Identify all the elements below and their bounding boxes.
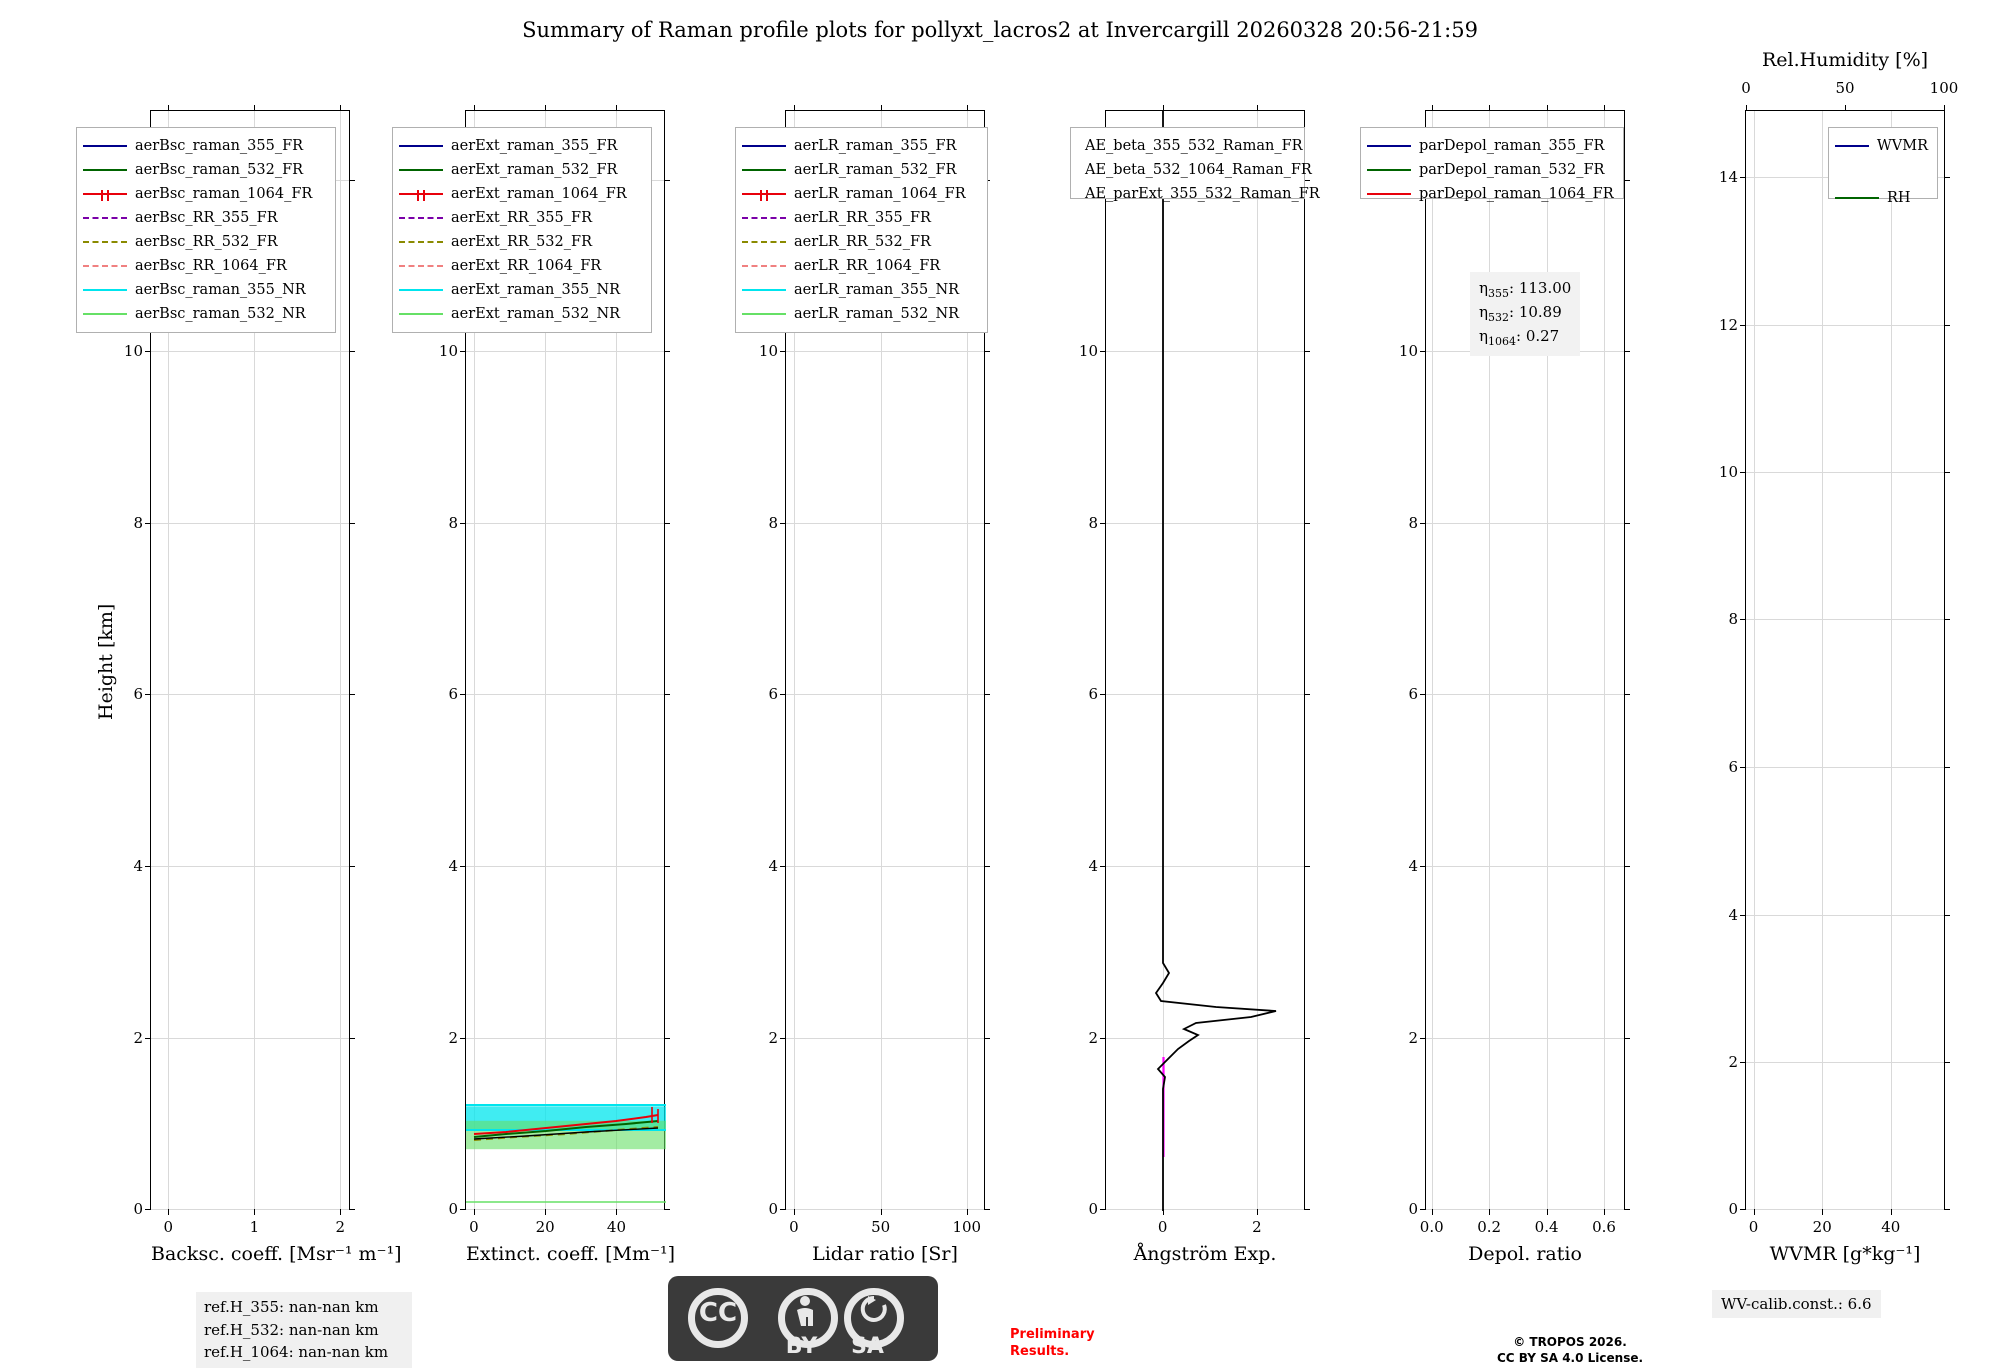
- copyright-line-1: © TROPOS 2026.: [1513, 1335, 1627, 1349]
- eta-1064-subscript: 1064: [1488, 334, 1516, 348]
- legend-swatch: [742, 241, 786, 243]
- legend-angstrom: [1070, 127, 1320, 202]
- person-icon-glyph: [794, 1294, 824, 1328]
- legend-swatch: [742, 265, 786, 267]
- xtick-label: 0: [163, 1218, 173, 1236]
- eta-355-value: : 113.00: [1509, 279, 1572, 297]
- legend-item: [742, 278, 978, 302]
- legend-item: [1367, 134, 1614, 158]
- ytick-label: 6: [133, 685, 143, 704]
- x-axis-label-extinction: Extinct. coeff. [Mm⁻¹]: [466, 1243, 676, 1265]
- ytick-label: 0: [768, 1200, 778, 1218]
- legend-item: [1367, 158, 1614, 182]
- xtick-label: 50: [871, 1218, 891, 1236]
- ytick-label: 4: [133, 857, 143, 876]
- legend-label: AE_parExt_355_532_Raman_FR: [1085, 186, 1320, 202]
- xtick-label: 20: [535, 1218, 555, 1236]
- ytick-label: 0: [1408, 1200, 1418, 1218]
- legend-item: [83, 278, 326, 302]
- legend-item: [399, 254, 642, 278]
- ytick-label: 6: [1728, 757, 1738, 776]
- plot-wvmr: [1718, 49, 1959, 1265]
- ytick-label: 10: [758, 342, 778, 361]
- xtick-label: 0: [469, 1218, 479, 1236]
- reference-height-box: [196, 1292, 412, 1368]
- legend-swatch: [83, 193, 127, 195]
- legend-swatch: [83, 289, 127, 291]
- legend-label: aerExt_raman_355_NR: [451, 282, 621, 298]
- preliminary-line-1: Preliminary: [1010, 1327, 1095, 1342]
- legend-swatch: [742, 313, 786, 315]
- legend-item: [742, 206, 978, 230]
- x-axis-label-wvmr: WVMR [g*kg⁻¹]: [1769, 1243, 1921, 1265]
- share-alike-icon-glyph: [858, 1294, 890, 1326]
- legend-label: aerExt_RR_532_FR: [451, 234, 592, 250]
- legend-label: aerLR_raman_355_FR: [794, 138, 957, 154]
- cc-license-badge: [668, 1276, 938, 1361]
- legend-label: aerLR_raman_532_NR: [794, 306, 960, 322]
- legend-wvmr: [1828, 127, 1938, 206]
- legend-label: aerExt_raman_532_FR: [451, 162, 618, 178]
- preliminary-line-2: Results.: [1010, 1343, 1070, 1359]
- legend-label: aerBsc_RR_1064_FR: [135, 258, 287, 274]
- legend-label: aerBsc_raman_355_FR: [135, 138, 304, 154]
- legend-item: [83, 254, 326, 278]
- xtick-label: 2: [1252, 1218, 1262, 1236]
- legend-swatch: [399, 241, 443, 243]
- legend-item: [83, 302, 326, 326]
- legend-lidar-ratio: [735, 127, 988, 333]
- xtick-label: 40: [1881, 1218, 1901, 1236]
- legend-swatch: [399, 169, 443, 171]
- legend-swatch: [1367, 145, 1411, 147]
- legend-depolarization: [1360, 127, 1624, 202]
- legend-label: parDepol_raman_355_FR: [1419, 138, 1605, 154]
- top-xtick-label: 50: [1835, 79, 1855, 97]
- top-axis-label: Rel.Humidity [%]: [1761, 49, 1929, 71]
- legend-swatch: [399, 145, 443, 147]
- ytick-label: 8: [448, 513, 458, 532]
- ytick-label: 4: [1408, 857, 1418, 876]
- ref-height-1064: ref.H_1064: nan-nan km: [204, 1343, 389, 1361]
- legend-swatch: [83, 169, 127, 171]
- ytick-label: 4: [1088, 857, 1098, 876]
- legend-item: [742, 182, 978, 206]
- ytick-label: 10: [1718, 463, 1738, 482]
- legend-item: [399, 278, 642, 302]
- legend-item: [83, 158, 326, 182]
- legend-item: [1835, 186, 1928, 210]
- legend-item: [1367, 182, 1614, 206]
- xtick-label: 40: [606, 1218, 627, 1236]
- x-axis-label-depolarization: Depol. ratio: [1468, 1243, 1582, 1265]
- ytick-label: 6: [1088, 685, 1098, 704]
- legend-item: [1077, 134, 1303, 158]
- legend-item: [399, 206, 642, 230]
- legend-swatch: [399, 193, 443, 195]
- xtick-label: 2: [335, 1218, 346, 1236]
- legend-item: [1835, 134, 1928, 158]
- x-axis-label-backscatter: Backsc. coeff. [Msr⁻¹ m⁻¹]: [151, 1243, 402, 1265]
- legend-item: [399, 134, 642, 158]
- legend-label: aerLR_raman_1064_FR: [794, 186, 966, 202]
- eta-532-symbol: η: [1479, 302, 1488, 321]
- legend-swatch: [1367, 169, 1411, 171]
- legend-label: aerLR_RR_1064_FR: [794, 258, 941, 274]
- ytick-label: 10: [438, 342, 458, 361]
- x-axis-label-angstrom: Ångström Exp.: [1133, 1243, 1277, 1265]
- legend-item: [742, 302, 978, 326]
- tropos-copyright: [1450, 1334, 1690, 1366]
- xtick-label: 0: [1748, 1218, 1759, 1236]
- xtick-label: 100: [952, 1218, 982, 1236]
- eta-annotation: [1470, 272, 1580, 356]
- legend-item: [742, 158, 978, 182]
- xtick-label: 0: [1157, 1218, 1168, 1236]
- legend-extinction: [392, 127, 652, 333]
- legend-swatch: [1835, 197, 1879, 199]
- ytick-label: 10: [123, 342, 143, 361]
- legend-item: [83, 206, 326, 230]
- ref-height-355: ref.H_355: nan-nan km: [204, 1298, 379, 1316]
- ytick-label: 8: [133, 513, 143, 532]
- xtick-label: 0: [789, 1218, 799, 1236]
- legend-label: WVMR: [1876, 138, 1928, 154]
- legend-item: [83, 182, 326, 206]
- ytick-label: 2: [1728, 1052, 1738, 1071]
- legend-label: aerExt_raman_1064_FR: [451, 186, 627, 202]
- legend-label: AE_beta_355_532_Raman_FR: [1085, 138, 1303, 154]
- legend-label: AE_beta_532_1064_Raman_FR: [1085, 162, 1312, 178]
- ytick-label-14: 14: [1718, 167, 1738, 186]
- xtick-label: 0.4: [1534, 1218, 1559, 1236]
- ytick-label: 6: [1408, 685, 1418, 704]
- top-xtick-label: 100: [1929, 79, 1959, 97]
- ytick-label: 0: [448, 1200, 458, 1218]
- plot-angstrom: [1078, 110, 1305, 1265]
- ytick-label: 2: [768, 1028, 778, 1047]
- legend-swatch: [399, 289, 443, 291]
- y-axis-label: Height [km]: [95, 603, 117, 720]
- eta-532-subscript: 532: [1488, 310, 1509, 324]
- legend-item: [83, 230, 326, 254]
- eta-1064-symbol: η: [1479, 326, 1488, 345]
- ytick-label: 0: [1728, 1200, 1738, 1218]
- legend-swatch: [1835, 145, 1869, 147]
- top-xtick-label: 0: [1741, 79, 1751, 97]
- by-label: BY: [785, 1334, 818, 1359]
- page-title: Summary of Raman profile plots for pollyxt_lacros2 at Invercargill 20260328 20:56-21:59: [522, 18, 1478, 42]
- legend-swatch: [742, 145, 786, 147]
- cc-icon-label: CC: [698, 1298, 738, 1328]
- legend-label: aerBsc_raman_355_NR: [135, 282, 306, 298]
- angstrom-data: [1106, 111, 1306, 1211]
- sa-label: SA: [851, 1334, 884, 1359]
- eta-1064-value: : 0.27: [1516, 326, 1560, 345]
- ytick-label: 2: [1408, 1028, 1418, 1047]
- eta-355-subscript: 355: [1488, 287, 1509, 300]
- legend-label: aerBsc_raman_1064_FR: [135, 186, 313, 202]
- legend-label: parDepol_raman_532_FR: [1419, 162, 1605, 178]
- legend-label: aerExt_RR_1064_FR: [451, 258, 602, 274]
- legend-item: [399, 230, 642, 254]
- ytick-label: 4: [448, 857, 458, 876]
- legend-item: [399, 302, 642, 326]
- eta-355-symbol: η: [1479, 279, 1488, 297]
- legend-backscatter: [76, 127, 336, 333]
- legend-item: [399, 182, 642, 206]
- ytick-label: 4: [1728, 905, 1738, 924]
- legend-label: parDepol_raman_1064_FR: [1419, 186, 1614, 202]
- ytick-label: 6: [448, 685, 458, 704]
- ytick-label: 10: [1398, 342, 1418, 361]
- legend-swatch: [742, 217, 786, 219]
- legend-label: aerBsc_RR_355_FR: [135, 210, 278, 226]
- legend-swatch: [742, 289, 786, 291]
- ytick-label: 8: [1728, 610, 1738, 629]
- ref-height-532: ref.H_532: nan-nan km: [204, 1320, 379, 1339]
- legend-item: [83, 134, 326, 158]
- xtick-label: 20: [1812, 1218, 1832, 1236]
- ytick-label: 0: [1088, 1200, 1098, 1218]
- legend-item: [742, 254, 978, 278]
- legend-swatch: [83, 313, 127, 315]
- legend-item: [1077, 182, 1320, 206]
- legend-item: [399, 158, 642, 182]
- ytick-label: 2: [448, 1028, 458, 1047]
- legend-label: aerExt_raman_355_FR: [451, 138, 618, 154]
- legend-label: RH: [1887, 190, 1911, 206]
- legend-label: aerBsc_RR_532_FR: [135, 234, 278, 250]
- wv-calibration-constant: WV-calib.const.: 6.6: [1712, 1290, 1881, 1318]
- xtick-label: 0.0: [1419, 1218, 1444, 1236]
- xtick-label: 0.2: [1477, 1218, 1502, 1236]
- legend-label: aerBsc_raman_532_NR: [135, 306, 306, 322]
- legend-item: [742, 134, 978, 158]
- legend-swatch: [83, 265, 127, 267]
- ytick-label: 8: [1088, 513, 1098, 532]
- ytick-label: 2: [133, 1028, 143, 1047]
- copyright-line-2: CC BY SA 4.0 License.: [1496, 1351, 1644, 1366]
- legend-label: aerLR_RR_355_FR: [794, 210, 931, 226]
- legend-swatch: [1367, 193, 1411, 195]
- ytick-label: 12: [1718, 316, 1738, 335]
- ytick-label: 8: [1408, 513, 1418, 532]
- legend-item: [742, 230, 978, 254]
- legend-label: aerExt_RR_355_FR: [451, 210, 592, 226]
- legend-swatch: [399, 313, 443, 315]
- ytick-label: 0: [133, 1200, 143, 1218]
- legend-item: [1077, 158, 1312, 182]
- preliminary-results-note: [1010, 1327, 1095, 1361]
- xtick-label: 0.6: [1592, 1218, 1616, 1236]
- legend-label: aerLR_raman_355_NR: [794, 282, 960, 298]
- ytick-label: 8: [768, 513, 778, 532]
- legend-swatch: [742, 193, 786, 195]
- legend-label: aerBsc_raman_532_FR: [135, 162, 304, 178]
- ytick-label: 2: [1088, 1028, 1098, 1047]
- legend-swatch: [83, 217, 127, 219]
- xtick-label: 1: [249, 1218, 260, 1236]
- ytick-label: 6: [768, 685, 778, 704]
- ytick-label: 4: [768, 857, 778, 876]
- legend-swatch: [83, 145, 127, 147]
- ytick-label: 10: [1078, 342, 1098, 361]
- legend-label: aerExt_raman_532_NR: [451, 306, 621, 322]
- legend-swatch: [83, 241, 127, 243]
- x-axis-label-lidar-ratio: Lidar ratio [Sr]: [812, 1243, 958, 1265]
- legend-swatch: [742, 169, 786, 171]
- eta-532-value: : 10.89: [1509, 302, 1562, 321]
- legend-label: aerLR_RR_532_FR: [794, 234, 931, 250]
- legend-swatch: [399, 265, 443, 267]
- legend-swatch: [399, 217, 443, 219]
- legend-label: aerLR_raman_532_FR: [794, 162, 957, 178]
